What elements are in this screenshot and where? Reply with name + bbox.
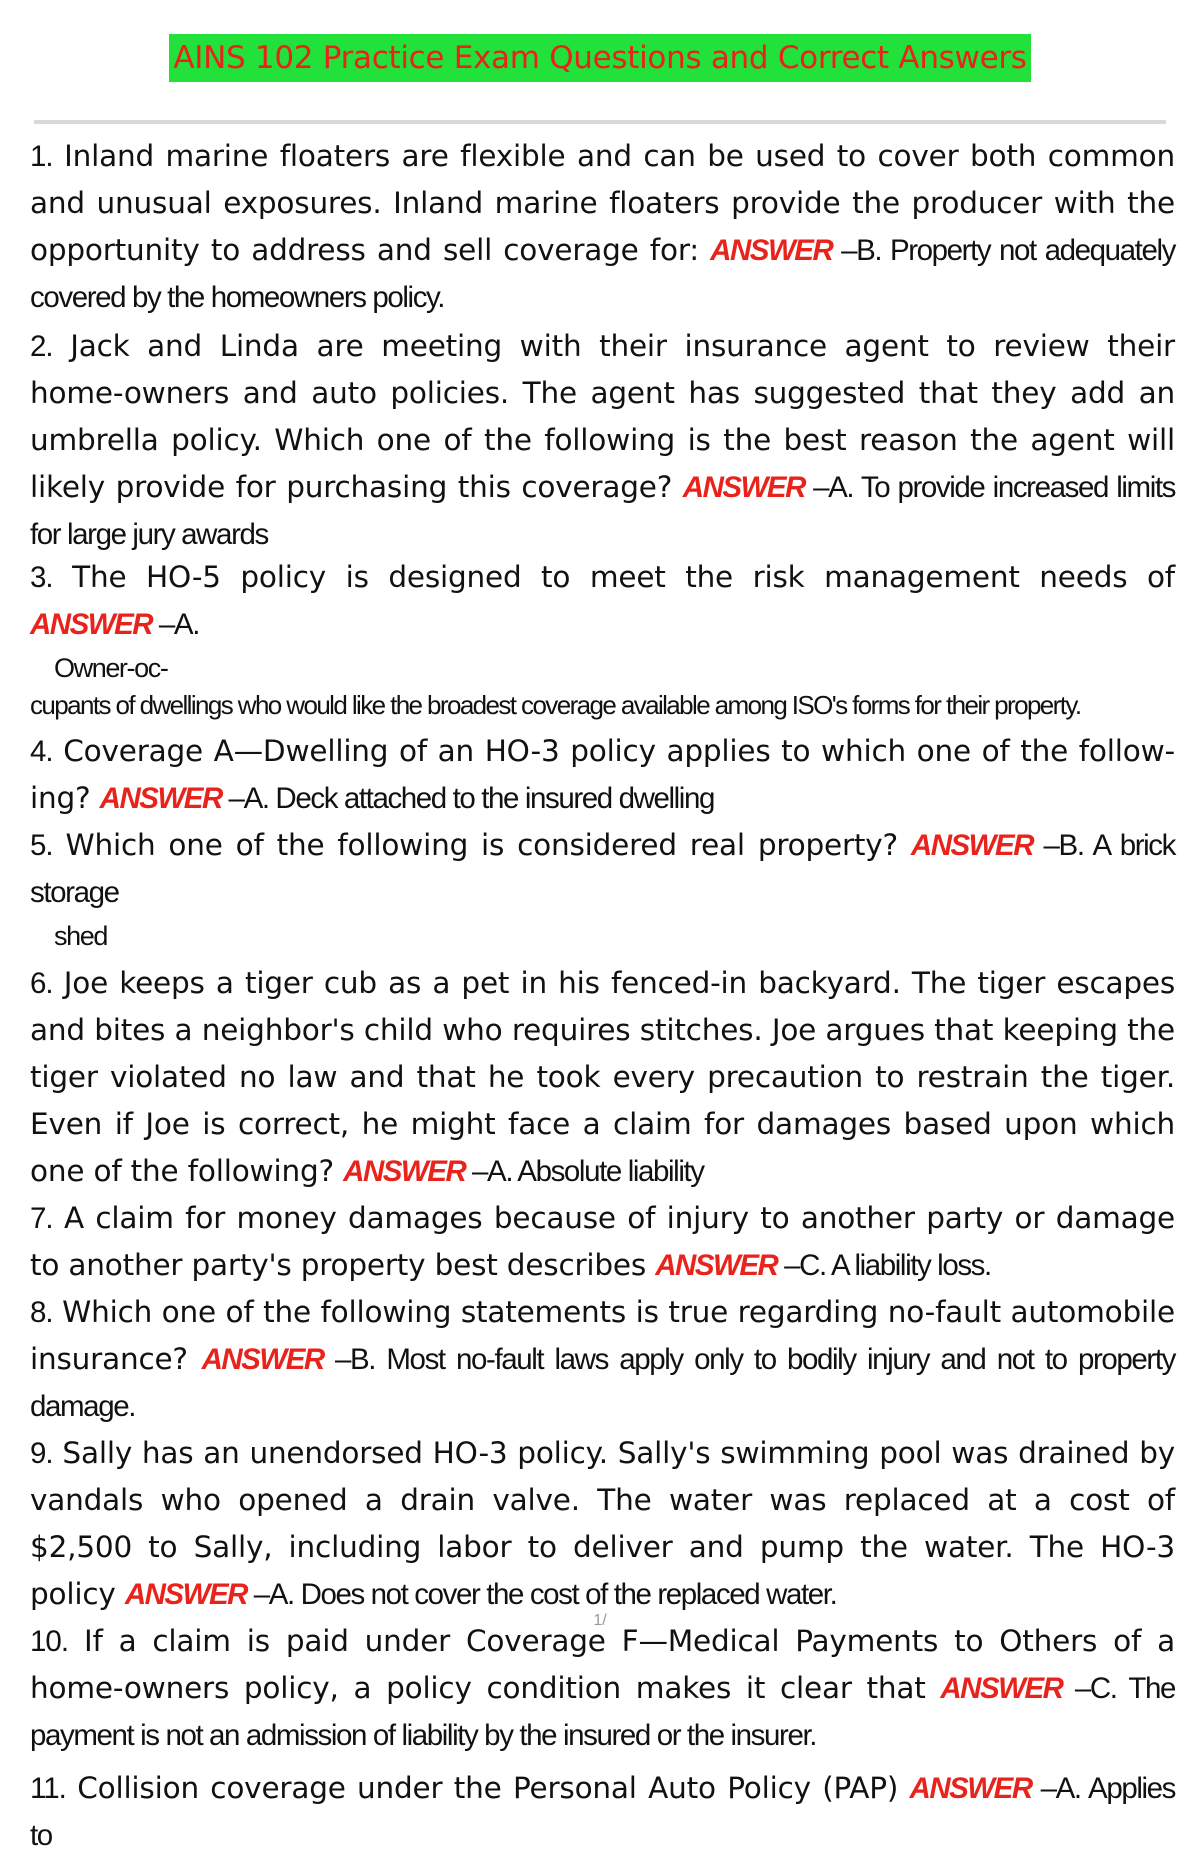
answer-label: ANSWER	[909, 1772, 1032, 1805]
answer-text: –A. Applies to	[30, 1772, 1176, 1852]
answer-label: ANSWER	[940, 1672, 1063, 1705]
answer-text: –A. Does not cover the cost of the replaced water.	[246, 1578, 837, 1611]
answer-label: ANSWER	[682, 471, 805, 504]
question-9	[30, 1430, 1175, 1618]
answer-text: –C. A liability loss.	[777, 1249, 991, 1282]
question-text: Which one of the following is considered real property?	[52, 828, 911, 862]
answer-label: ANSWER	[710, 234, 833, 267]
question-number: 4.	[30, 735, 53, 768]
answer-text: –B. Most no-fault laws apply only to bodily injury and not to property damage.	[30, 1343, 1175, 1423]
question-text: Joe keeps a tiger cub as a pet in his fenced-in backyard. The tiger escapes and bites a neighbor's child who requires stitches. Joe argues that keeping the tiger violated no law and that he took every precaution to restrain the tiger. Even if Joe is correct, he might face a claim for damages based upon which one of the following?	[30, 966, 1175, 1188]
answer-label: ANSWER	[99, 782, 222, 815]
answer-label: ANSWER	[910, 829, 1033, 862]
question-5-continuation: shed	[54, 921, 107, 951]
question-text: Which one of the following statements is true regarding no-fault automobile insurance?	[30, 1295, 1175, 1376]
question-number: 10.	[30, 1625, 69, 1658]
answer-label: ANSWER	[30, 608, 153, 641]
title-container	[0, 34, 1200, 82]
question-4	[30, 728, 1175, 822]
title-divider	[34, 120, 1166, 124]
question-number: 7.	[30, 1202, 53, 1235]
question-number: 1.	[30, 140, 53, 173]
question-number: 3.	[30, 561, 53, 594]
document-title: AINS 102 Practice Exam Questions and Correct Answers	[169, 34, 1030, 82]
question-text: Coverage A—Dwelling of an HO-3 policy applies to which one of the follow-ing?	[30, 734, 1175, 815]
question-3-continuation: Owner-oc-	[54, 653, 168, 683]
question-3	[30, 554, 1175, 648]
question-text: Inland marine floaters are flexible and can be used to cover both common and unusual exposures. Inland marine floaters provide the producer with the opportunity to address and sell coverage for:	[30, 139, 1175, 267]
answer-text: –A. Deck attached to the insured dwelling	[221, 782, 714, 815]
question-11	[30, 1765, 1175, 1859]
question-5	[30, 822, 1175, 916]
answer-text: –A.	[152, 608, 199, 641]
answer-text: –B. A brick storage	[30, 829, 1175, 909]
answer-text: –A. To provide increased limits for large jury awards	[30, 471, 1175, 551]
question-10	[30, 1618, 1175, 1759]
answer-label: ANSWER	[655, 1249, 778, 1282]
question-text: Sally has an unendorsed HO-3 policy. Sally's swimming pool was drained by vandals who opened a drain valve. The water was replaced at a cost of $2,500 to Sally, including labor to deliver and pump the water. The HO-3 policy	[30, 1436, 1175, 1611]
question-2	[30, 323, 1175, 558]
question-number: 2.	[30, 330, 53, 363]
question-text: A claim for money damages because of injury to another party or damage to another party's property best describes	[30, 1201, 1175, 1282]
question-list	[30, 133, 1175, 1859]
question-number: 9.	[30, 1437, 53, 1470]
answer-label: ANSWER	[124, 1578, 247, 1611]
question-number: 8.	[30, 1296, 53, 1329]
answer-label: ANSWER	[201, 1343, 324, 1376]
question-text: Jack and Linda are meeting with their insurance agent to review their home-owners and auto policies. The agent has suggested that they add an umbrella policy. Which one of the following is the best reason the agent will likely provide for purchasing this coverage?	[30, 329, 1175, 504]
question-number: 5.	[30, 829, 53, 862]
answer-text: –B. Property not adequately covered by the homeowners policy.	[30, 234, 1175, 314]
question-number: 11.	[30, 1772, 66, 1805]
question-1	[30, 133, 1175, 321]
page-number: 1/	[593, 1612, 607, 1629]
question-3-continuation-line: cupants of dwellings who would like the broadest coverage available among ISO's forms for their property.	[30, 690, 1081, 720]
question-number: 6.	[30, 967, 53, 1000]
question-text: If a claim is paid under Coverage F—Medical Payments to Others of a home-owners policy, a policy condition makes it clear that	[30, 1624, 1175, 1705]
question-8	[30, 1289, 1175, 1430]
question-text: Collision coverage under the Personal Auto Policy (PAP)	[65, 1771, 910, 1805]
answer-text: –C. The payment is not an admission of liability by the insured or the insurer.	[30, 1672, 1175, 1752]
question-7	[30, 1195, 1175, 1289]
question-text: The HO-5 policy is designed to meet the risk management needs of	[52, 560, 1175, 594]
answer-text: –A. Absolute liability	[465, 1155, 704, 1188]
question-6	[30, 960, 1175, 1195]
answer-label: ANSWER	[343, 1155, 466, 1188]
